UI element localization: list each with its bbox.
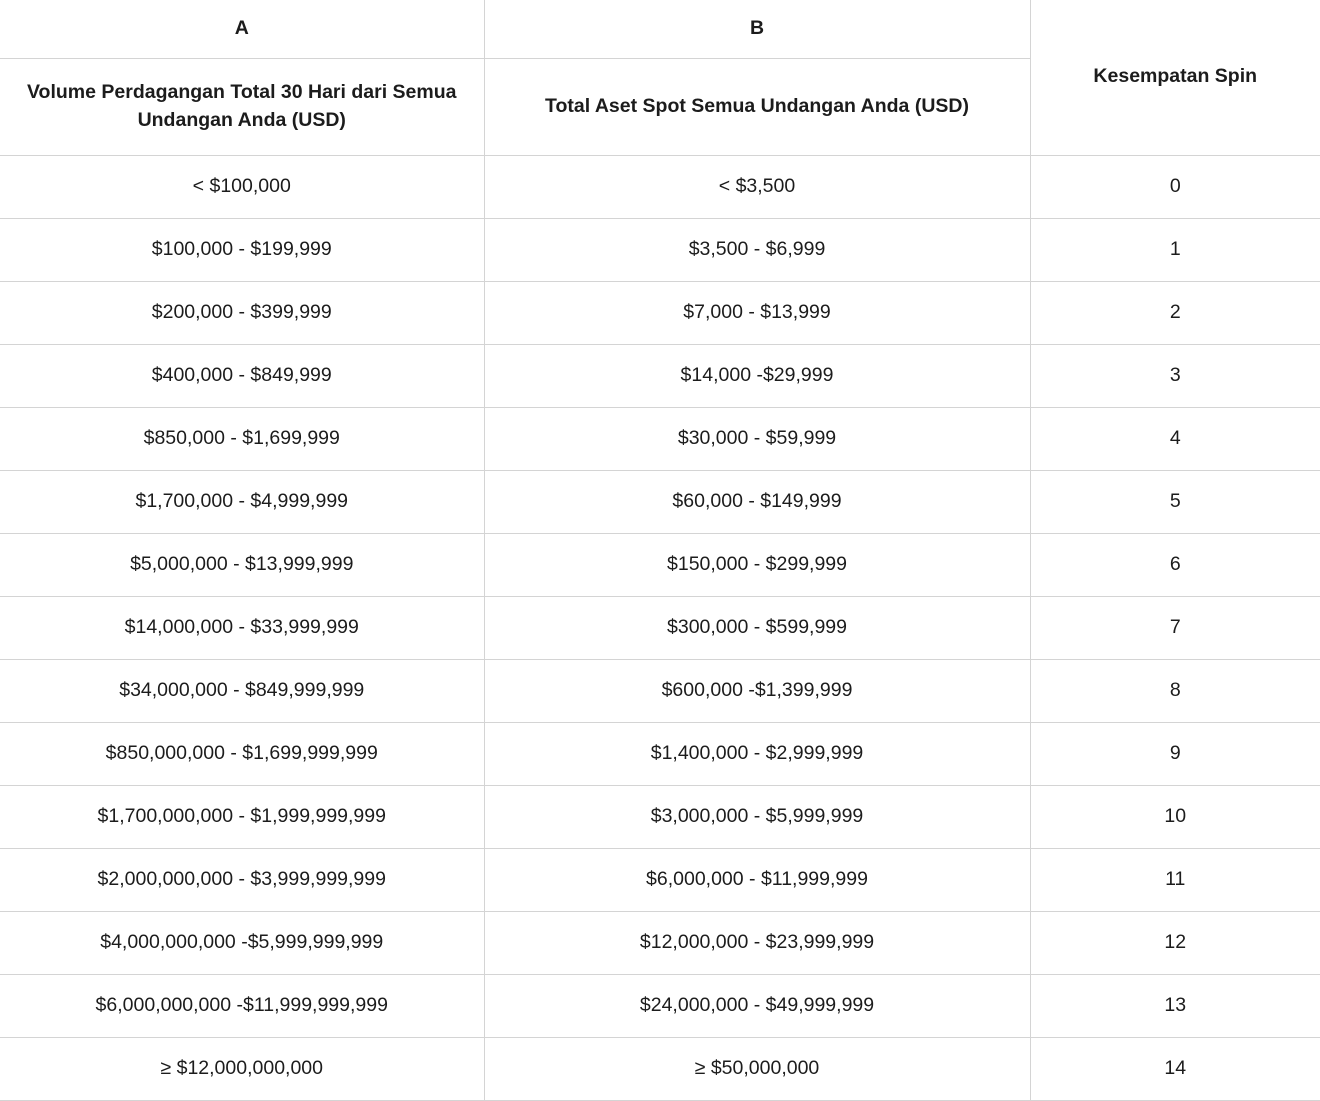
cell-spins: 6 xyxy=(1030,533,1320,596)
cell-spins: 8 xyxy=(1030,659,1320,722)
table-row xyxy=(0,659,1320,722)
table-row xyxy=(0,1037,1320,1100)
header-volume: Volume Perdagangan Total 30 Hari dari Semua Undangan Anda (USD) xyxy=(0,58,484,155)
cell-spins: 11 xyxy=(1030,848,1320,911)
cell-volume: $100,000 - $199,999 xyxy=(0,218,484,281)
column-letter-a: A xyxy=(0,0,484,58)
cell-volume: $850,000 - $1,699,999 xyxy=(0,407,484,470)
table-row xyxy=(0,911,1320,974)
cell-spins: 9 xyxy=(1030,722,1320,785)
cell-spins: 2 xyxy=(1030,281,1320,344)
column-letter-b: B xyxy=(484,0,1030,58)
cell-volume: $200,000 - $399,999 xyxy=(0,281,484,344)
table-row xyxy=(0,407,1320,470)
cell-assets: ≥ $50,000,000 xyxy=(484,1037,1030,1100)
cell-spins: 0 xyxy=(1030,155,1320,218)
cell-volume: $4,000,000,000 -$5,999,999,999 xyxy=(0,911,484,974)
cell-spins: 4 xyxy=(1030,407,1320,470)
cell-volume: $2,000,000,000 - $3,999,999,999 xyxy=(0,848,484,911)
cell-assets: $6,000,000 - $11,999,999 xyxy=(484,848,1030,911)
table-row xyxy=(0,722,1320,785)
cell-volume: $14,000,000 - $33,999,999 xyxy=(0,596,484,659)
cell-volume: < $100,000 xyxy=(0,155,484,218)
cell-spins: 5 xyxy=(1030,470,1320,533)
cell-assets: $600,000 -$1,399,999 xyxy=(484,659,1030,722)
cell-assets: $300,000 - $599,999 xyxy=(484,596,1030,659)
cell-spins: 14 xyxy=(1030,1037,1320,1100)
cell-spins: 10 xyxy=(1030,785,1320,848)
table-row xyxy=(0,533,1320,596)
table-row xyxy=(0,470,1320,533)
cell-assets: $3,500 - $6,999 xyxy=(484,218,1030,281)
cell-assets: $24,000,000 - $49,999,999 xyxy=(484,974,1030,1037)
column-letter-row xyxy=(0,0,1320,58)
cell-volume: $850,000,000 - $1,699,999,999 xyxy=(0,722,484,785)
cell-volume: $1,700,000 - $4,999,999 xyxy=(0,470,484,533)
header-spot-assets: Total Aset Spot Semua Undangan Anda (USD) xyxy=(484,58,1030,155)
table-row xyxy=(0,218,1320,281)
table-row xyxy=(0,785,1320,848)
cell-spins: 12 xyxy=(1030,911,1320,974)
cell-volume: $1,700,000,000 - $1,999,999,999 xyxy=(0,785,484,848)
cell-assets: $60,000 - $149,999 xyxy=(484,470,1030,533)
cell-assets: $3,000,000 - $5,999,999 xyxy=(484,785,1030,848)
cell-spins: 1 xyxy=(1030,218,1320,281)
table-row xyxy=(0,596,1320,659)
table-row xyxy=(0,344,1320,407)
table-row xyxy=(0,155,1320,218)
cell-assets: $14,000 -$29,999 xyxy=(484,344,1030,407)
cell-spins: 7 xyxy=(1030,596,1320,659)
cell-volume: ≥ $12,000,000,000 xyxy=(0,1037,484,1100)
cell-assets: $150,000 - $299,999 xyxy=(484,533,1030,596)
cell-volume: $5,000,000 - $13,999,999 xyxy=(0,533,484,596)
cell-assets: $12,000,000 - $23,999,999 xyxy=(484,911,1030,974)
cell-volume: $6,000,000,000 -$11,999,999,999 xyxy=(0,974,484,1037)
table-row xyxy=(0,974,1320,1037)
cell-spins: 13 xyxy=(1030,974,1320,1037)
cell-assets: $7,000 - $13,999 xyxy=(484,281,1030,344)
cell-volume: $34,000,000 - $849,999,999 xyxy=(0,659,484,722)
cell-assets: < $3,500 xyxy=(484,155,1030,218)
cell-volume: $400,000 - $849,999 xyxy=(0,344,484,407)
cell-assets: $30,000 - $59,999 xyxy=(484,407,1030,470)
table-row xyxy=(0,281,1320,344)
table-row xyxy=(0,848,1320,911)
cell-assets: $1,400,000 - $2,999,999 xyxy=(484,722,1030,785)
header-spin-chances: Kesempatan Spin xyxy=(1030,0,1320,155)
cell-spins: 3 xyxy=(1030,344,1320,407)
